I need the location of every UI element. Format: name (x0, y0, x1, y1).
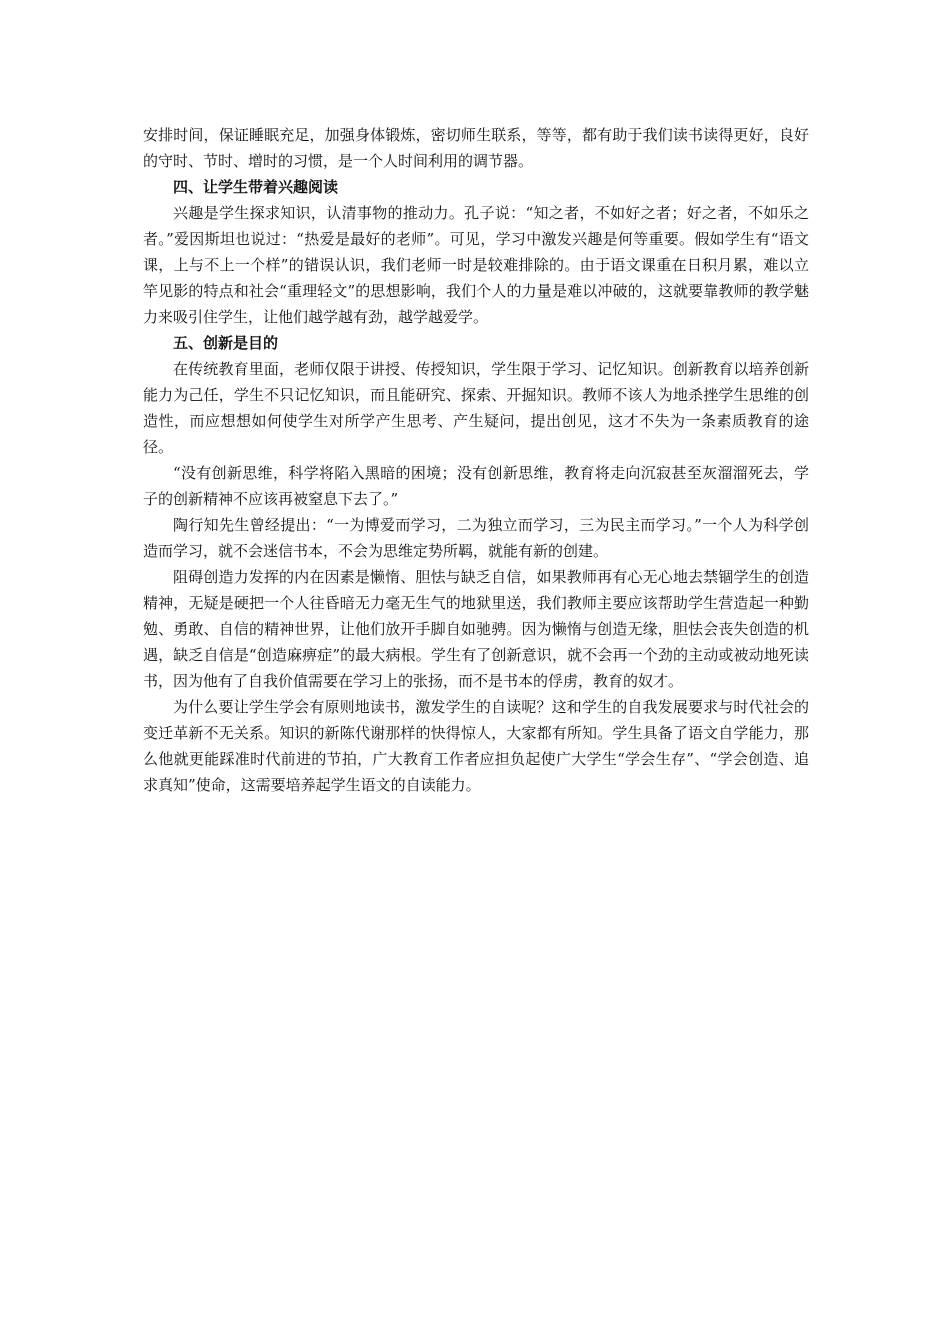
paragraph-conclusion: 为什么要让学生学会有原则地读书，激发学生的自读呢？这和学生的自我发展要求与时代社会的变迁革新不无关系。知识的新陈代谢那样的快得惊人，大家都有所知。学生具备了语文自学能力，那么他就更能踩准时代前进的节拍，广大教育工作者应担负起使广大学生“学会生存”、“学会创造、追求真知”使命，这需要培养起学生语文的自读能力。 (143, 698, 809, 794)
document-page (143, 122, 809, 798)
section-heading-4: 四、让学生带着兴趣阅读 (173, 178, 339, 196)
paragraph-interest: 兴趣是学生探求知识，认清事物的推动力。孔子说：“知之者，不如好之者；好之者，不如乐之者。”爱因斯坦也说过：“热爱是最好的老师”。可见，学习中激发兴趣是何等重要。假如学生有“语文课，上与不上一个样”的错误认识，我们老师一时是较难排除的。由于语文课重在日积月累，难以立竿见影的特点和社会“重理轻文”的思想影响，我们个人的力量是难以冲破的，这就要靠教师的教学魅力来吸引住学生，让他们越学越有劲，越学越爱学。 (143, 204, 809, 326)
paragraph-innovation: 在传统教育里面，老师仅限于讲授、传授知识，学生限于学习、记忆知识。创新教育以培养创新能力为己任，学生不只记忆知识，而且能研究、探索、开掘知识。教师不该人为地杀挫学生思维的创造性，而应想想如何使学生对所学产生思考、产生疑问，提出创见，这才不失为一条素质教育的途径。 (143, 360, 809, 456)
section-heading-5: 五、创新是目的 (173, 334, 279, 352)
paragraph-obstacles: 阻碍创造力发挥的内在因素是懒惰、胆怯与缺乏自信，如果教师再有心无心地去禁锢学生的创造精神，无疑是硬把一个人往昏暗无力毫无生气的地狱里送，我们教师主要应该帮助学生营造起一种勤勉、勇敢、自信的精神世界，让他们放开手脚自如驰骋。因为懒惰与创造无缘，胆怯会丧失创造的机遇，缺乏自信是“创造麻痹症”的最大病根。学生有了创新意识，就不会再一个劲的主动或被动地死读书，因为他有了自我价值需要在学习上的张扬，而不是书本的俘虏，教育的奴才。 (143, 568, 809, 690)
paragraph-tao-xingzhi: 陶行知先生曾经提出：“一为博爱而学习，二为独立而学习，三为民主而学习。”一个人为科学创造而学习，就不会迷信书本，不会为思维定势所羁，就能有新的创建。 (143, 516, 809, 560)
paragraph-continued: 安排时间，保证睡眠充足，加强身体锻炼，密切师生联系，等等，都有助于我们读书读得更好，良好的守时、节时、增时的习惯，是一个人时间利用的调节器。 (143, 126, 809, 170)
paragraph-quote: “没有创新思维，科学将陷入黑暗的困境；没有创新思维，教育将走向沉寂甚至灰溜溜死去，学子的创新精神不应该再被窒息下去了。” (143, 464, 809, 508)
